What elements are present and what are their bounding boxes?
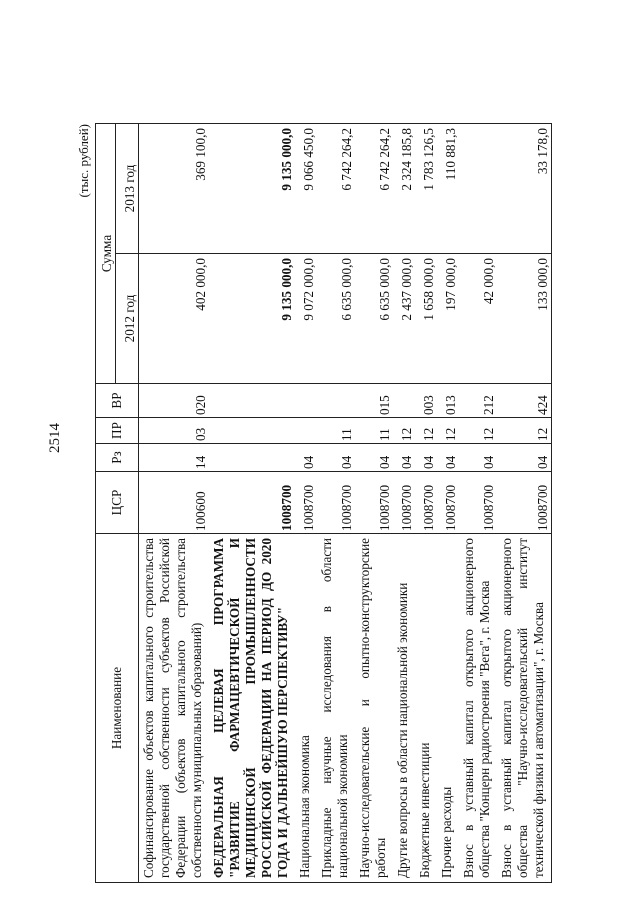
row-2013: 6 742 264,2 [317, 124, 355, 254]
row-2013: 9 135 000,0 [209, 124, 295, 254]
row-rz: 04 [295, 444, 317, 472]
table-header [96, 124, 139, 883]
table-row [459, 124, 497, 883]
table-row [295, 124, 317, 883]
row-pr [209, 418, 295, 444]
row-name: Софинансирование объектов капитального строительства государственной собственности субъектов Российской Федерации (объектов капитального строительства собственности муниципальных образований) [139, 534, 210, 883]
row-pr: 12 [393, 418, 415, 444]
row-csr: 1008700 [209, 472, 295, 534]
row-csr: 1008700 [437, 472, 459, 534]
table-body [139, 124, 552, 883]
row-rz: 04 [459, 444, 497, 472]
row-2012: 9 072 000,0 [295, 254, 317, 384]
row-csr: 1008700 [295, 472, 317, 534]
row-name: Взнос в уставный капитал открытого акционерного общества "Научно-исследовательский институт технической физики и автоматизации", г. Москва [497, 534, 552, 883]
header-sum: Сумма [96, 124, 116, 384]
table-row [437, 124, 459, 883]
row-rz: 04 [437, 444, 459, 472]
row-csr: 1008700 [497, 472, 552, 534]
row-pr: 12 [459, 418, 497, 444]
row-2013: 9 066 450,0 [295, 124, 317, 254]
row-2013: 110 881,3 [437, 124, 459, 254]
row-csr: 100600 [139, 472, 210, 534]
row-rz: 04 [355, 444, 393, 472]
row-2012: 1 658 000,0 [415, 254, 437, 384]
row-vr [209, 384, 295, 418]
row-csr: 1008700 [459, 472, 497, 534]
row-2012: 2 437 000,0 [393, 254, 415, 384]
table-row [139, 124, 210, 883]
table-row [415, 124, 437, 883]
row-rz: 04 [317, 444, 355, 472]
header-name: Наименование [96, 534, 139, 883]
row-vr: 424 [497, 384, 552, 418]
row-2013: 6 742 264,2 [355, 124, 393, 254]
row-pr: 03 [139, 418, 210, 444]
row-name: Прочие расходы [437, 534, 459, 883]
row-vr: 015 [355, 384, 393, 418]
row-vr [393, 384, 415, 418]
row-name: Научно-исследовательские и опытно-конструкторские работы [355, 534, 393, 883]
row-2012: 133 000,0 [497, 254, 552, 384]
row-csr: 1008700 [393, 472, 415, 534]
row-rz: 04 [415, 444, 437, 472]
row-rz: 14 [139, 444, 210, 472]
row-pr: 12 [437, 418, 459, 444]
row-pr: 11 [355, 418, 393, 444]
row-2013: 2 324 185,8 [393, 124, 415, 254]
row-vr: 212 [459, 384, 497, 418]
row-name: Национальная экономика [295, 534, 317, 883]
row-2012: 197 000,0 [437, 254, 459, 384]
header-csr: ЦСР [96, 472, 139, 534]
row-2012: 42 000,0 [459, 254, 497, 384]
row-rz: 04 [393, 444, 415, 472]
row-vr: 013 [437, 384, 459, 418]
row-name: Взнос в уставный капитал открытого акционерного общества "Концерн радиостроения "Вега", г. Москва [459, 534, 497, 883]
row-2012: 402 000,0 [139, 254, 210, 384]
header-2013: 2013 год [116, 124, 139, 254]
row-2013: 33 178,0 [497, 124, 552, 254]
header-vr: ВР [96, 384, 139, 418]
row-rz: 04 [497, 444, 552, 472]
table-row [393, 124, 415, 883]
row-pr: 12 [415, 418, 437, 444]
row-name: Прикладные научные исследования в области национальной экономики [317, 534, 355, 883]
row-pr [295, 418, 317, 444]
budget-table [95, 123, 552, 883]
header-pr: ПР [96, 418, 139, 444]
row-csr: 1008700 [415, 472, 437, 534]
row-2013: 369 100,0 [139, 124, 210, 254]
page-number: 2514 [47, 423, 63, 453]
header-2012: 2012 год [116, 254, 139, 384]
row-vr: 003 [415, 384, 437, 418]
table-row [355, 124, 393, 883]
row-2013: 1 783 126,5 [415, 124, 437, 254]
row-name: Бюджетные инвестиции [415, 534, 437, 883]
row-vr [317, 384, 355, 418]
row-2012: 6 635 000,0 [355, 254, 393, 384]
row-vr [295, 384, 317, 418]
row-2013 [459, 124, 497, 254]
row-vr: 020 [139, 384, 210, 418]
row-2012: 6 635 000,0 [317, 254, 355, 384]
table-row [209, 124, 295, 883]
table-row [497, 124, 552, 883]
row-rz [209, 444, 295, 472]
row-csr: 1008700 [317, 472, 355, 534]
row-csr: 1008700 [355, 472, 393, 534]
row-name: ФЕДЕРАЛЬНАЯ ЦЕЛЕВАЯ ПРОГРАММА "РАЗВИТИЕ ФАРМАЦЕВТИЧЕСКОЙ И МЕДИЦИНСКОЙ ПРОМЫШЛЕННОСТИ РОССИЙСКОЙ ФЕДЕРАЦИИ НА ПЕРИОД ДО 2020 ГОДА И ДАЛЬНЕЙШУЮ ПЕРСПЕКТИВУ" [209, 534, 295, 883]
row-pr: 12 [497, 418, 552, 444]
row-2012: 9 135 000,0 [209, 254, 295, 384]
row-name: Другие вопросы в области национальной экономики [393, 534, 415, 883]
table-row [317, 124, 355, 883]
row-pr: 11 [317, 418, 355, 444]
header-rz: Рз [96, 444, 139, 472]
units-label: (тыс. рублей) [76, 124, 91, 198]
